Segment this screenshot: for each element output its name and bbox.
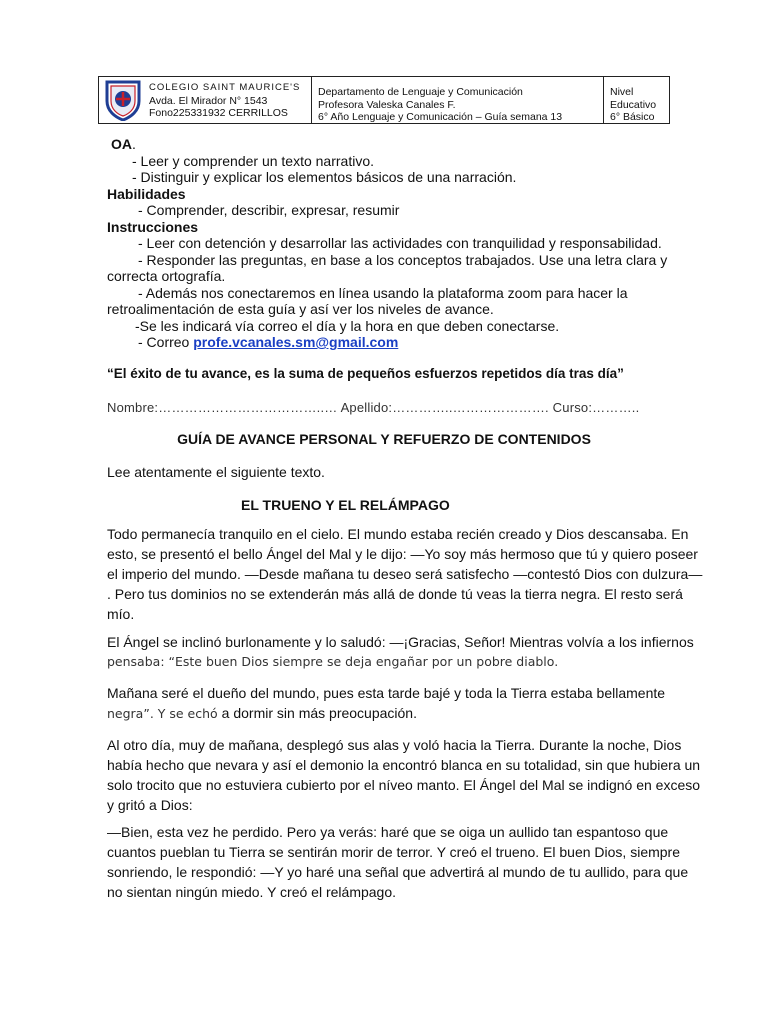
guide-title: GUÍA DE AVANCE PERSONAL Y REFUERZO DE CONTENIDOS bbox=[177, 431, 591, 447]
school-crest-icon bbox=[103, 79, 143, 121]
motivational-quote: “El éxito de tu avance, es la suma de pequeños esfuerzos repetidos día tras día” bbox=[107, 366, 624, 381]
school-address: Avda. El Mirador N° 1543 bbox=[149, 94, 268, 107]
oa-item: - Distinguir y explicar los elementos básicos de una narración. bbox=[132, 169, 517, 185]
instruction-item: -Se les indicará vía correo el día y la hora en que deben conectarse. bbox=[135, 317, 560, 334]
objectives-section bbox=[107, 136, 667, 351]
student-name-line: Nombre:………………………………..… Apellido:…………..…………………. Curso:……….. bbox=[107, 400, 640, 415]
correo-line bbox=[107, 334, 667, 351]
story-title: EL TRUENO Y EL RELÁMPAGO bbox=[241, 497, 450, 513]
instruction-item-cont: retroalimentación de esta guía y así ver los niveles de avance. bbox=[107, 301, 494, 317]
habilidades-item: - Comprender, describir, expresar, resumir bbox=[138, 202, 400, 218]
story-line: . Pero tus dominios no se extenderán más allá de donde tú veas la tierra negra. El resto será bbox=[107, 586, 683, 602]
email-link[interactable]: profe.vcanales.sm@gmail.com bbox=[193, 334, 399, 350]
instruction-item-cont: correcta ortografía. bbox=[107, 268, 226, 284]
oa-heading-line: OA. bbox=[111, 136, 136, 152]
story-line: Mañana seré el dueño del mundo, pues esta tarde bajé y toda la Tierra estaba bellamente bbox=[107, 685, 666, 701]
story-line: cuantos pueblan tu Tierra se sentirán morir de terror. Y creó el trueno. El buen Dios, siempre bbox=[107, 844, 681, 860]
story-line: el imperio del mundo. —Desde mañana tu deseo será satisfecho —contestó Dios con dulzura— bbox=[107, 566, 703, 582]
story-fragment: negra”. Y se echó bbox=[107, 706, 222, 721]
story-paragraph-5 bbox=[107, 822, 689, 902]
story-line: Todo permanecía tranquilo en el cielo. El mundo estaba recién creado y Dios descansaba. En bbox=[107, 526, 689, 542]
story-line: no sientan ningún miedo. Y creó el relámpago. bbox=[107, 884, 397, 900]
instrucciones-heading: Instrucciones bbox=[107, 218, 199, 235]
story-line: esto, se presentó el bello Ángel del Mal y le dijo: —Yo soy más hermoso que tú y quiero poseer bbox=[107, 546, 698, 562]
department-cell bbox=[312, 77, 604, 123]
level-value: 6° Básico bbox=[610, 111, 655, 123]
course-line: 6° Año Lenguaje y Comunicación – Guía semana 13 bbox=[318, 111, 563, 123]
department: Departamento de Lenguaje y Comunicación bbox=[318, 86, 523, 98]
story-paragraph-2 bbox=[107, 632, 694, 672]
oa-item: - Leer y comprender un texto narrativo. bbox=[132, 152, 375, 169]
story-line: —Bien, esta vez he perdido. Pero ya verás: haré que se oiga un aullido tan espantoso que bbox=[107, 824, 669, 840]
story-paragraph-3 bbox=[107, 683, 667, 724]
instruction-item: - Responder las preguntas, en base a los conceptos trabajados. Use una letra clara y bbox=[138, 251, 668, 268]
oa-heading: OA bbox=[111, 136, 132, 152]
school-phone: Fono225331932 CERRILLOS bbox=[149, 107, 288, 120]
header-table bbox=[98, 76, 670, 124]
story-line-mixed bbox=[107, 703, 667, 724]
story-line: solo trocito que no estuviera cubierto por el níveo manto. El Ángel del Mal se indignó en exceso bbox=[107, 777, 701, 793]
instruction-item: - Leer con detención y desarrollar las actividades con tranquilidad y responsabilidad. bbox=[138, 235, 662, 251]
habilidades-heading: Habilidades bbox=[107, 185, 186, 202]
story-line: sonriendo, le respondió: —Y yo haré una señal que advertirá al mundo de tu aullido, para que bbox=[107, 864, 689, 880]
story-line: Al otro día, muy de mañana, desplegó sus alas y voló hacia la Tierra. Durante la noche, Dios bbox=[107, 737, 682, 753]
story-line: pensaba: “Este buen Dios siempre se deja engañar por un pobre diablo. bbox=[107, 654, 559, 669]
correo-label: - Correo bbox=[138, 334, 194, 350]
intro-text: Lee atentamente el siguiente texto. bbox=[107, 464, 325, 480]
story-line: El Ángel se inclinó burlonamente y lo saludó: —¡Gracias, Señor! Mientras volvía a los infiernos bbox=[107, 634, 694, 650]
story-line: había hecho que nevara y así el demonio la encontró blanca en su totalidad, sin que hubiera un bbox=[107, 757, 701, 773]
level-cell bbox=[604, 77, 669, 123]
school-name: COLEGIO SAINT MAURICE'S bbox=[149, 82, 301, 94]
teacher: Profesora Valeska Canales F. bbox=[318, 98, 456, 111]
story-line: y gritó a Dios: bbox=[107, 797, 193, 813]
story-paragraph-4 bbox=[107, 735, 701, 815]
instruction-item: - Además nos conectaremos en línea usando la plataforma zoom para hacer la bbox=[138, 284, 628, 301]
story-line: mío. bbox=[107, 606, 135, 622]
level-label: Nivel Educativo bbox=[610, 86, 657, 111]
story-paragraph-1 bbox=[107, 524, 703, 624]
school-cell bbox=[99, 77, 312, 123]
story-fragment: a dormir sin más preocupación. bbox=[221, 705, 417, 721]
